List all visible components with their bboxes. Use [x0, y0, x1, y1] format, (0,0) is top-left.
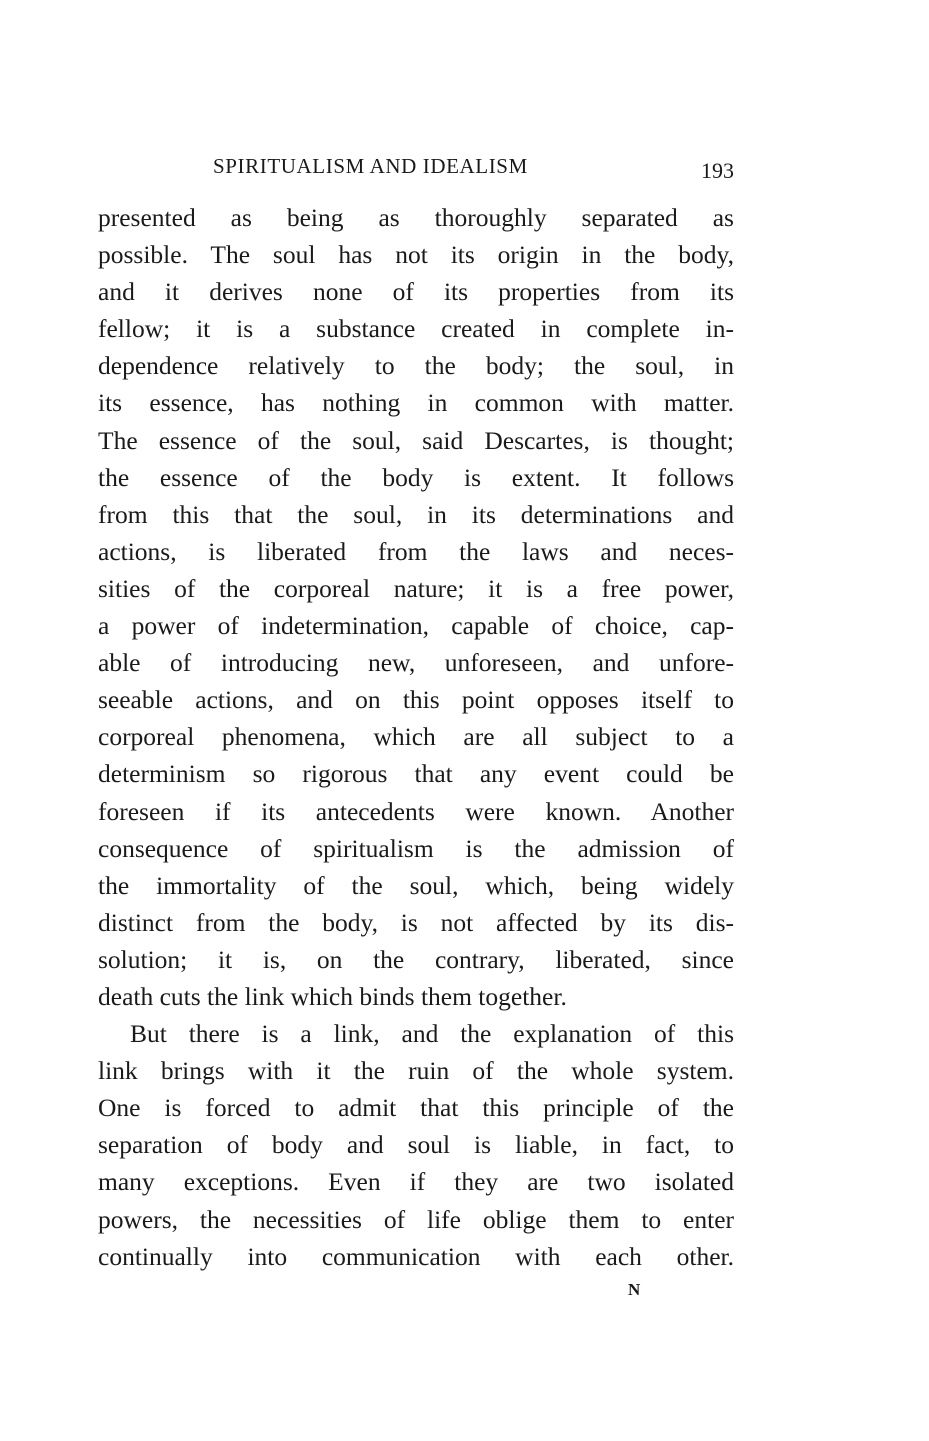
body-text: [98, 199, 734, 1275]
paragraph-2: [98, 1015, 734, 1275]
text-line: solution; it is, on the contrary, liberated, since: [98, 944, 734, 974]
text-line: continually into communication with each other.: [98, 1241, 734, 1271]
text-line: a power of indetermination, capable of choice, cap-: [98, 611, 734, 641]
text-line: foreseen if its antecedents were known. Another: [98, 796, 734, 826]
signature-mark: N: [628, 1280, 641, 1299]
text-line: But there is a link, and the explanation of this: [130, 1019, 734, 1049]
text-line: many exceptions. Even if they are two isolated: [98, 1167, 734, 1197]
text-line: The essence of the soul, said Descartes, is thought;: [98, 425, 734, 455]
text-line: corporeal phenomena, which are all subject to a: [98, 722, 734, 752]
text-line: sities of the corporeal nature; it is a free power,: [98, 573, 734, 603]
text-line: presented as being as thoroughly separated as: [98, 203, 734, 232]
text-line: fellow; it is a substance created in complete in-: [98, 314, 734, 344]
running-head: [98, 154, 734, 184]
text-line: actions, is liberated from the laws and neces-: [98, 536, 734, 566]
text-line: the immortality of the soul, which, being widely: [98, 870, 734, 900]
text-line: powers, the necessities of life oblige them to enter: [98, 1204, 734, 1234]
text-line: possible. The soul has not its origin in the body,: [98, 240, 734, 270]
text-line: dependence relatively to the body; the soul, in: [98, 351, 734, 381]
text-line: link brings with it the ruin of the whole system.: [98, 1056, 734, 1086]
page-number: 193: [701, 158, 734, 183]
text-line: distinct from the body, is not affected by its dis-: [98, 907, 734, 937]
text-line: consequence of spiritualism is the admission of: [98, 833, 734, 863]
text-line: death cuts the link which binds them together.: [98, 981, 567, 1011]
text-line: One is forced to admit that this principle of the: [98, 1093, 734, 1123]
text-line: separation of body and soul is liable, in fact, to: [98, 1130, 734, 1160]
text-line: determinism so rigorous that any event could be: [98, 759, 734, 789]
text-line: seeable actions, and on this point opposes itself to: [98, 685, 734, 715]
paragraph-1: [98, 199, 734, 1015]
text-line: its essence, has nothing in common with matter.: [98, 388, 734, 418]
text-line: from this that the soul, in its determinations and: [98, 499, 734, 529]
text-line: able of introducing new, unforeseen, and unfore-: [98, 648, 734, 678]
text-line: and it derives none of its properties from its: [98, 277, 734, 307]
text-line: the essence of the body is extent. It follows: [98, 462, 734, 492]
running-title: SPIRITUALISM AND IDEALISM: [213, 154, 528, 178]
